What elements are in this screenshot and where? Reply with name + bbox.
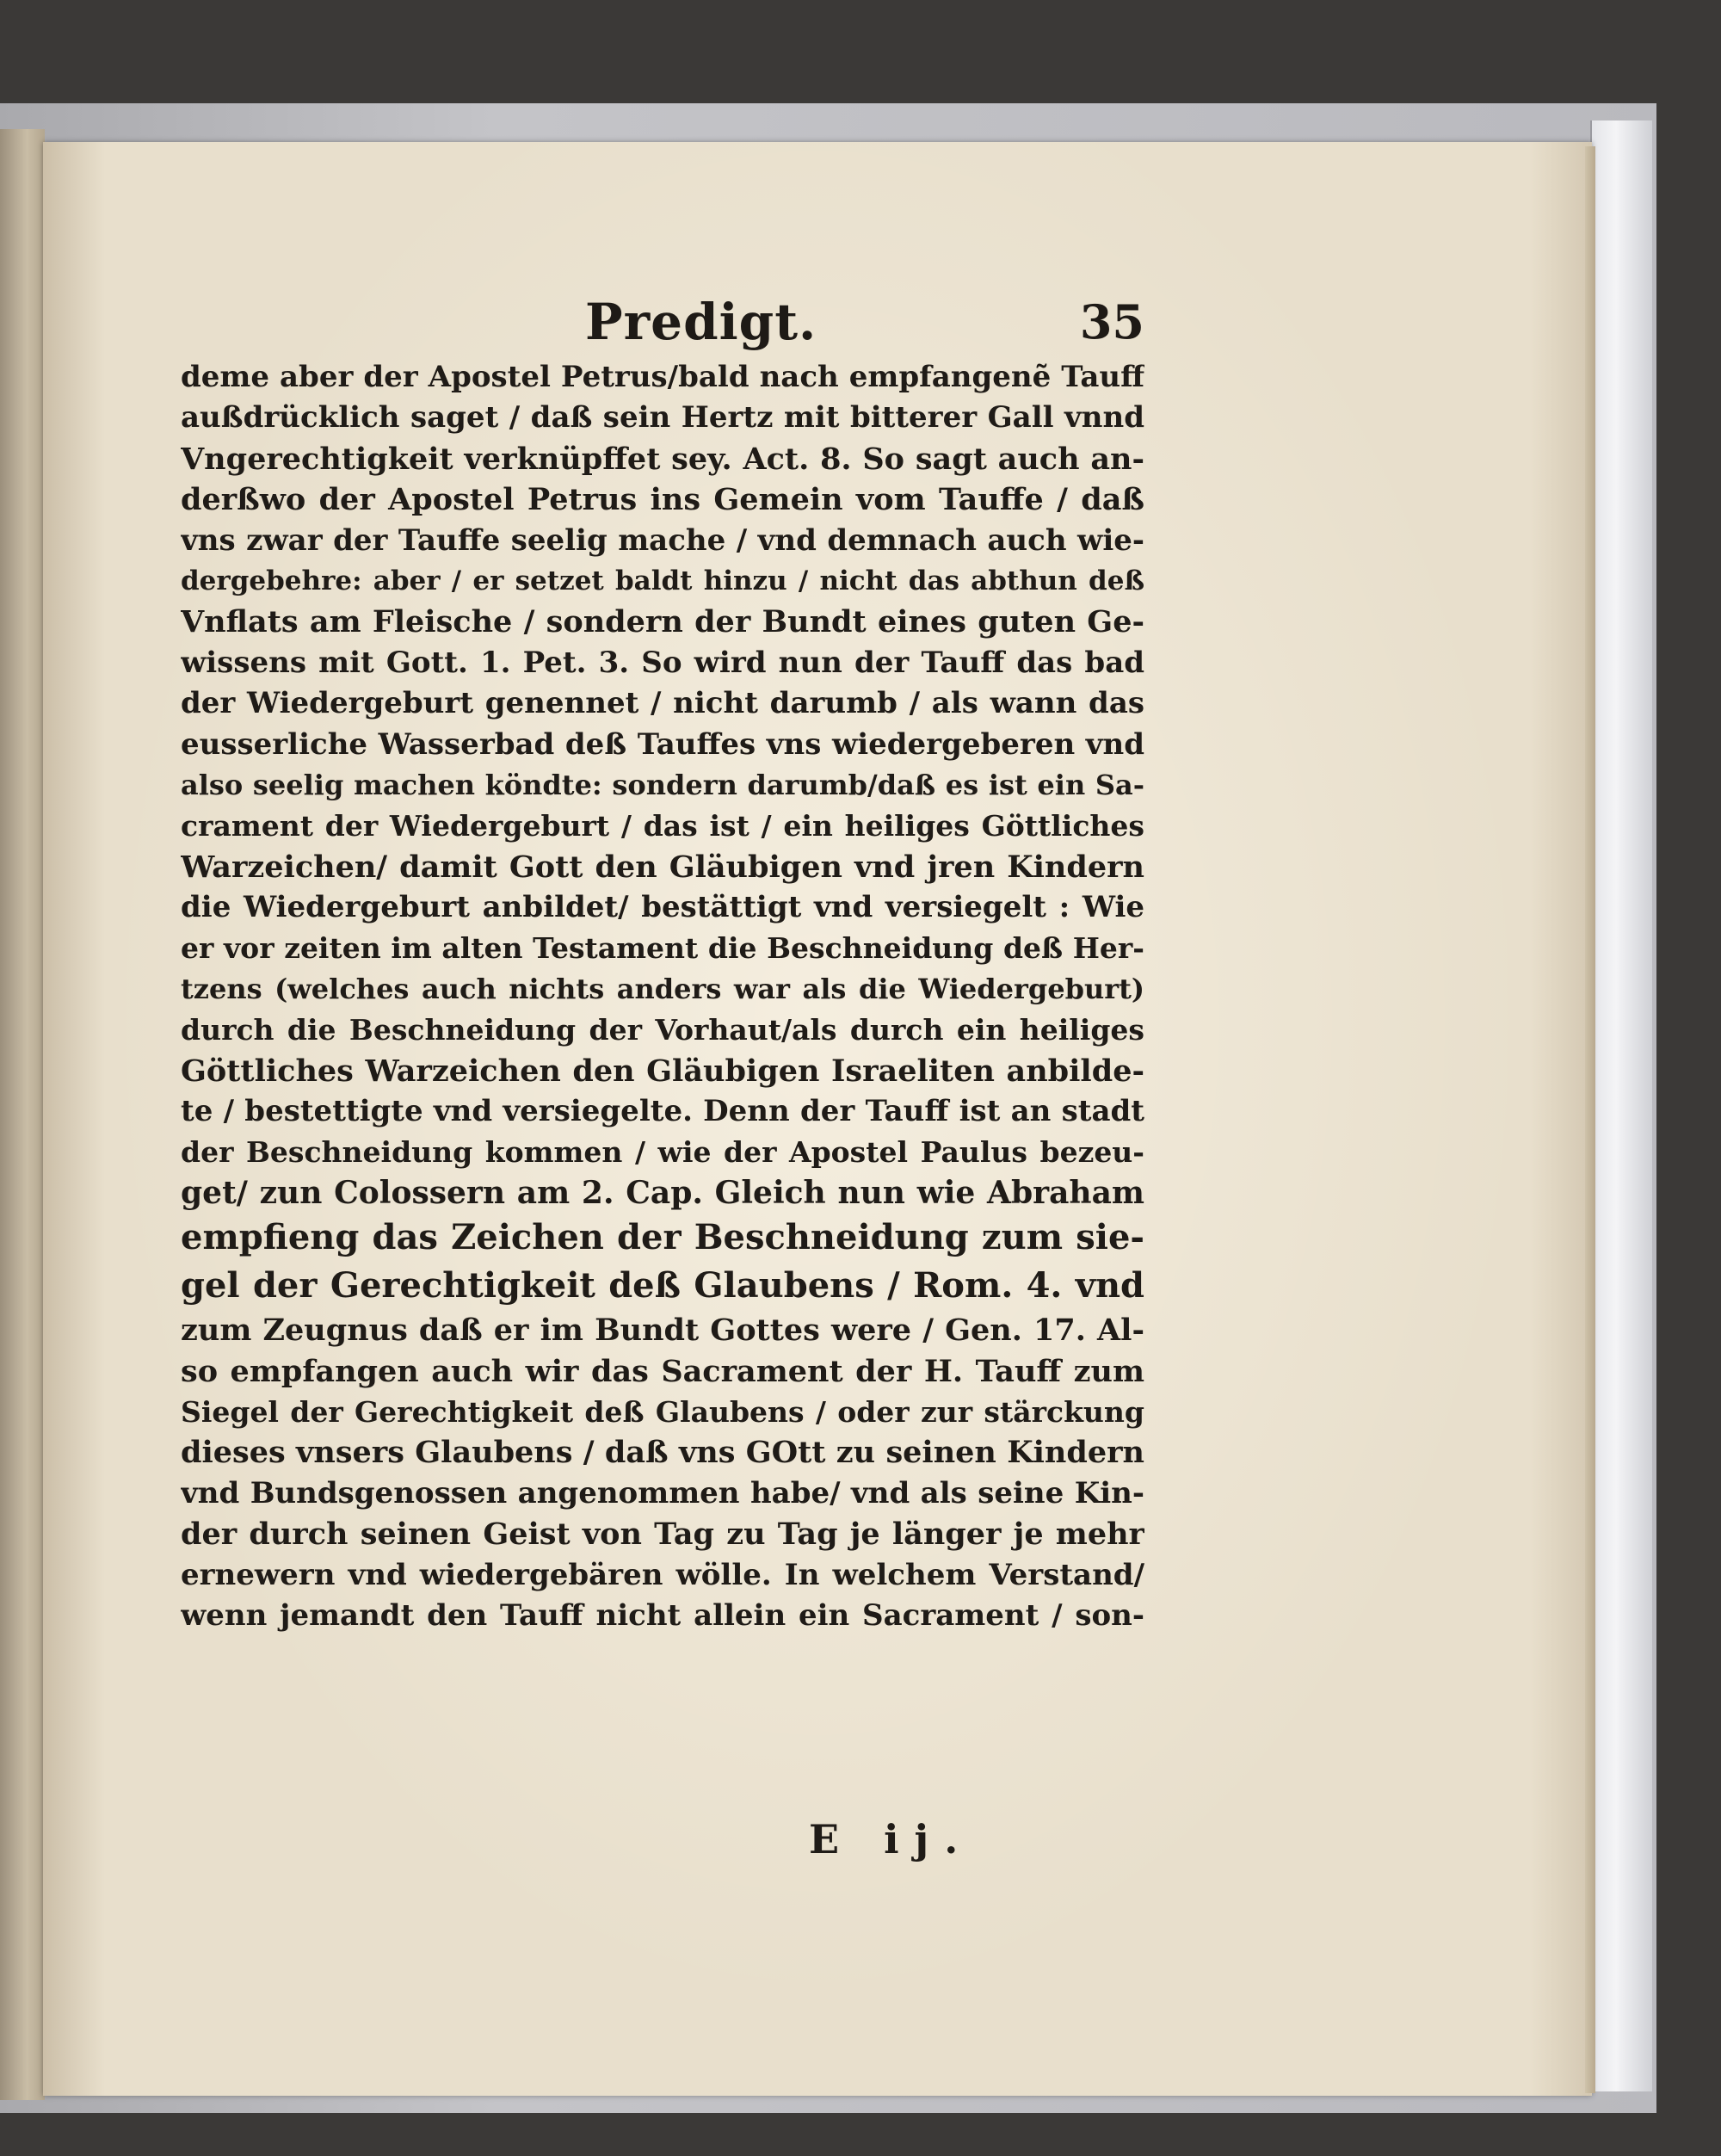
page-number: 35	[1079, 294, 1144, 349]
text-line: deme aber der Apostel Petrus/bald nach empfangenẽ Tauff	[181, 360, 1144, 394]
text-line: crament der Wiedergeburt / das ist / ein heiliges Göttliches	[181, 809, 1144, 843]
text-line: der Beschneidung kommen / wie der Apostel Paulus bezeu-	[181, 1135, 1144, 1170]
text-line: tzens (welches auch nichts anders war als die Wiedergeburt)	[181, 972, 1144, 1005]
text-line: wissens mit Gott. 1. Pet. 3. So wird nun der Tauff das bad	[181, 645, 1144, 680]
cover-edge	[1590, 120, 1652, 2091]
text-line: wenn jemandt den Tauff nicht allein ein Sacrament / son-	[181, 1597, 1144, 1633]
text-line: durch die Beschneidung der Vorhaut/als durch ein heiliges	[181, 1013, 1144, 1047]
text-line-large: gel der Gerechtigkeit deß Glaubens / Rom. 4. vnd	[181, 1265, 1144, 1307]
page-fore-edge	[1585, 146, 1595, 2093]
text-line: zum Zeugnus daß er im Bundt Gottes were / Gen. 17. Al-	[181, 1313, 1144, 1349]
body-text	[181, 357, 1144, 1636]
facing-page-edge	[0, 129, 45, 2100]
text-line-large: empfieng das Zeichen der Beschneidung zum sie-	[181, 1217, 1144, 1258]
text-line: dergebehre: aber / er setzet baldt hinzu / nicht das abthun deß	[181, 565, 1144, 596]
text-line: get/ zun Colossern am 2. Cap. Gleich nun wie Abraham	[181, 1174, 1144, 1211]
text-line: eusserliche Wasserbad deß Tauffes vns wiedergeberen vnd	[181, 726, 1144, 762]
text-line: Warzeichen/ damit Gott den Gläubigen vnd jren Kindern	[181, 849, 1144, 885]
text-line: der Wiedergeburt genennet / nicht darumb / als wann das	[181, 686, 1144, 721]
text-line: ernewern vnd wiedergebären wölle. In welchem Verstand/	[181, 1557, 1144, 1592]
text-line: also seelig machen köndte: sondern darumb/daß es ist ein Sa-	[181, 768, 1144, 801]
text-line: außdrücklich saget / daß sein Hertz mit bitterer Gall vnnd	[181, 400, 1144, 436]
text-line: Vngerechtigkeit verknüpffet sey. Act. 8. So sagt auch an-	[181, 441, 1144, 477]
text-line: dieses vnsers Glaubens / daß vns GOtt zu seinen Kindern	[181, 1435, 1144, 1471]
text-line: die Wiedergeburt anbildet/ bestättigt vnd versiegelt : Wie	[181, 890, 1144, 925]
page-title: Predigt.	[585, 293, 817, 351]
text-line: er vor zeiten im alten Testament die Beschneidung deß Her-	[181, 931, 1144, 966]
text-line: te / bestettigte vnd versiegelte. Denn der Tauff ist an stadt	[181, 1094, 1144, 1129]
text-line: der durch seinen Geist von Tag zu Tag je länger je mehr	[181, 1517, 1144, 1553]
text-line: vns zwar der Tauffe seelig mache / vnd demnach auch wie-	[181, 522, 1144, 558]
text-line: Vnflats am Fleische / sondern der Bundt eines guten Ge-	[181, 604, 1144, 640]
signature-mark: E ij.	[809, 1816, 974, 1863]
text-line: Siegel der Gerechtigkeit deß Glaubens / oder zur stärckung	[181, 1394, 1144, 1429]
text-line: Göttliches Warzeichen den Gläubigen Israeliten anbilde-	[181, 1053, 1144, 1089]
text-line: so empfangen auch wir das Sacrament der H. Tauff zum	[181, 1353, 1144, 1389]
text-line: vnd Bundsgenossen angenommen habe/ vnd als seine Kin-	[181, 1475, 1144, 1510]
running-header	[181, 293, 1144, 361]
text-line: derßwo der Apostel Petrus ins Gemein vom Tauffe / daß	[181, 482, 1144, 518]
